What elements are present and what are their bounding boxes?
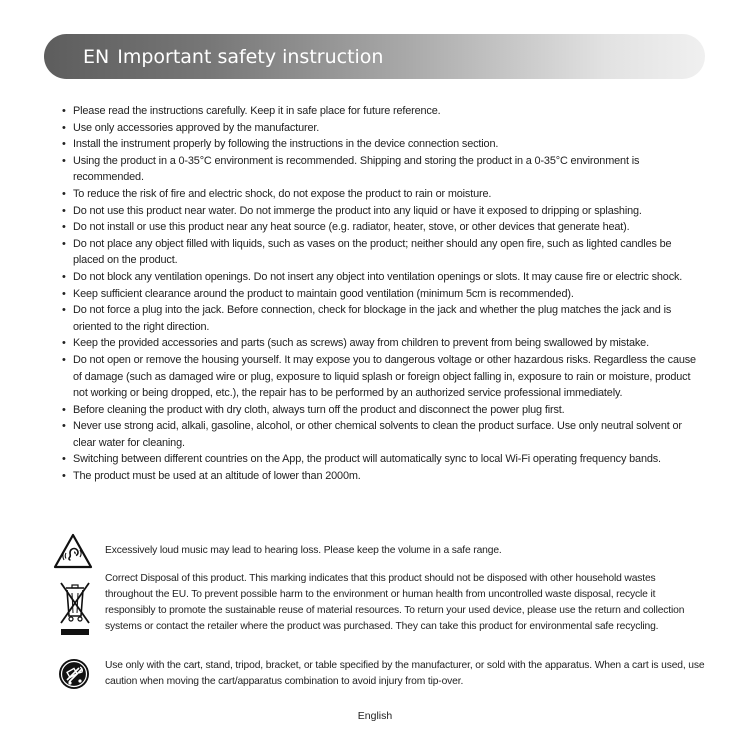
instruction-item: • Keep sufficient clearance around the product to maintain good ventilation (minimum 5cm is recommended). <box>62 286 702 303</box>
language-code: EN <box>83 45 110 68</box>
instruction-item: • Do not place any object filled with liquids, such as vases on the product; neither should any open fire, such as lighted candles be placed on the product. <box>62 237 672 267</box>
cart-notice: Use only with the cart, stand, tripod, bracket, or table specified by the manufacturer, or sold with the apparatus. When a cart is used, use caution when moving the cart/apparatus combination to avoid injury from tip-over. <box>105 660 705 687</box>
instruction-item: • Using the product in a 0-35°C environment is recommended. Shipping and storing the product in a 0-35°C environment is recommended. <box>62 154 640 184</box>
hearing-notice: Excessively loud music may lead to hearing loss. Please keep the volume in a safe range. <box>105 545 502 556</box>
instruction-item: • Keep the provided accessories and parts (such as screws) away from children to prevent from being swallowed by mistake. <box>62 335 702 352</box>
instruction-item: • The product must be used at an altitude of lower than 2000m. <box>62 468 702 485</box>
page-footer-language: English <box>357 710 393 722</box>
disposal-notice: Correct Disposal of this product. This marking indicates that this product should not be disposed with other household wastes throughout the EU. To prevent possible harm to the environment or human health from uncontrolled waste disposal, recycle it responsibly to promote the sustainable reuse of material resources. To return your used device, please use the return and collection systems or contact the retailer where the product was purchased. They can take this product for environmental safe recycling. <box>105 573 685 632</box>
crossed-bin-icon <box>58 580 92 638</box>
section-header <box>44 34 705 79</box>
bullet-icon: • <box>62 204 66 217</box>
instruction-item: • Do not open or remove the housing yourself. It may expose you to dangerous voltage or other hazardous risks. Regardless the cause of damage (such as damaged wire or plug, exposure to liquid splash or foreign object falling in, exposure to rain or moisture, product not working or being dropped, etc.), the repair has to be performed by an authorized service professional immediately. <box>62 353 696 400</box>
instruction-item: • Do not force a plug into the jack. Before connection, check for blockage in the jack and whether the plug matches the jack and is oriented to the right direction. <box>62 304 672 333</box>
bullet-icon: • <box>62 337 66 350</box>
safety-instruction-list <box>62 103 702 485</box>
bullet-icon: • <box>62 121 66 134</box>
instruction-item: • Install the instrument properly by following the instructions in the device connection section. <box>62 136 702 153</box>
bullet-icon: • <box>62 304 66 317</box>
bullet-icon: • <box>62 138 66 151</box>
instruction-item: • To reduce the risk of fire and electric shock, do not expose the product to rain or moisture. <box>62 186 702 203</box>
instruction-item: • Please read the instructions carefully. Keep it in safe place for future reference. <box>62 103 702 120</box>
bullet-icon: • <box>62 105 66 117</box>
bullet-icon: • <box>62 470 66 483</box>
instruction-item: • Before cleaning the product with dry cloth, always turn off the product and disconnect the power plug first. <box>62 402 702 419</box>
bullet-icon: • <box>62 270 66 283</box>
bullet-icon: • <box>62 187 66 200</box>
bullet-icon: • <box>62 221 66 234</box>
instruction-item: • Use only accessories approved by the manufacturer. <box>62 120 702 137</box>
instruction-item: • Do not use this product near water. Do not immerge the product into any liquid or have it exposed to dripping or splashing. <box>62 203 702 220</box>
hearing-warning-icon <box>53 533 93 569</box>
cart-tipover-icon <box>58 658 90 690</box>
bullet-icon: • <box>62 154 66 167</box>
instruction-item: • Do not install or use this product near any heat source (e.g. radiator, heater, stove, or other devices that generate heat). <box>62 219 702 236</box>
bullet-icon: • <box>62 353 66 366</box>
instruction-item: • Never use strong acid, alkali, gasoline, alcohol, or other chemical solvents to clean the product surface. Use only neutral solvent or clear water for cleaning. <box>62 420 682 449</box>
bullet-icon: • <box>62 420 66 433</box>
bullet-icon: • <box>62 237 66 250</box>
instruction-item: • Switching between different countries on the App, the product will automatically sync to local Wi-Fi operating frequency bands. <box>62 451 702 468</box>
instruction-item: • Do not block any ventilation openings. Do not insert any object into ventilation openings or slots. It may cause fire or electric shock. <box>62 269 702 286</box>
bullet-icon: • <box>62 453 66 466</box>
section-title: Important safety instruction <box>117 45 384 68</box>
bullet-icon: • <box>62 403 66 416</box>
bullet-icon: • <box>62 287 66 300</box>
